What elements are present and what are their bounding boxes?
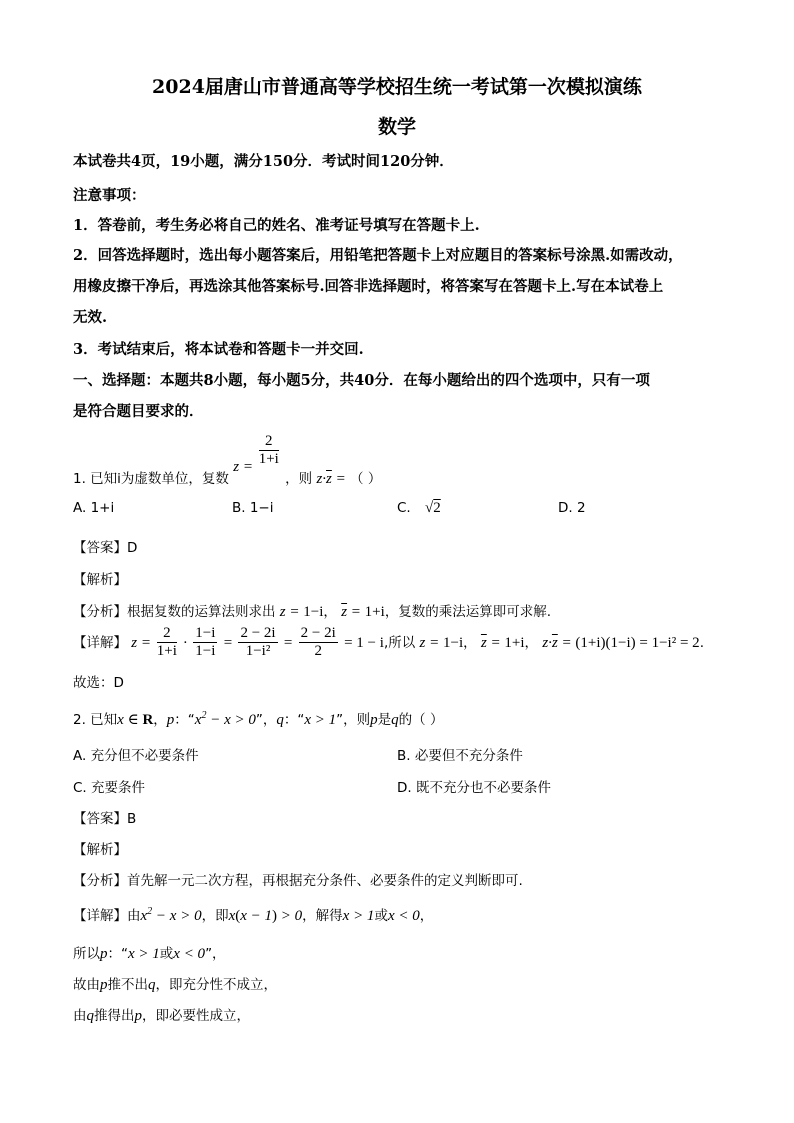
page-title: 2024届唐山市普通高等学校招生统一考试第一次模拟演练 — [152, 76, 642, 98]
question-1-option-a: A. 1+i — [73, 500, 115, 516]
question-1-answer: 【答案】D — [73, 540, 138, 556]
question-2-option-a: A. 充分但不必要条件 — [73, 748, 199, 764]
question-2-stem: 2. 已知x ∈ R，p：“$x^2 - x > 0$”，q：“x > 1”，则p是q的（ ） — [73, 710, 444, 728]
note-1: 1．答卷前，考生务必将自己的姓名、准考证号填写在答题卡上. — [73, 217, 480, 234]
question-2-analysis-label: 【解析】 — [73, 842, 127, 858]
question-2-step-2: 故由p推不出q，即充分性不成立， — [73, 977, 277, 993]
note-2-line-1: 2．回答选择题时，选出每小题答案后，用铅笔把答题卡上对应题目的答案标号涂黑.如需改动， — [73, 247, 683, 264]
question-1-option-d: D. 2 — [558, 500, 586, 516]
question-1-analysis-label: 【解析】 — [73, 572, 127, 588]
question-2-step-3: 由q推得出p，即必要性成立， — [73, 1008, 250, 1024]
question-1-fenxi: 【分析】根据复数的运算法则求出 z = 1−i， $\overline{z} = 1+i$，复数的乘法运算即可求解. — [73, 604, 552, 620]
question-2-xiangjie: 【详解】由$x^2 - x > 0$，即x(x − 1) > 0，解得x > 1或x < 0， — [73, 906, 434, 924]
question-1-option-c: C. √2 — [397, 500, 441, 516]
question-2-option-d: D. 既不充分也不必要条件 — [397, 780, 551, 796]
notes-title: 注意事项： — [73, 187, 146, 204]
question-2-step-1: 所以p：“x > 1或x < 0”， — [73, 946, 226, 962]
question-2-fenxi: 【分析】首先解一元二次方程，再根据充分条件、必要条件的定义判断即可. — [73, 873, 523, 889]
question-1-xiangjie: 【详解】 z = $\frac{2}{1+i}$ · $\frac{1-i}{1-i}$ = $\frac{2 - 2i}{\text{1−i²}}$ = $\frac{2 - 2i}{2}$ = 1 − i,所以 z = 1−i， $\overline{z} = 1+i$， $z\cdot\overline{z} = (1+i)(1-i) = 1-i^2 = 2$. — [73, 625, 704, 660]
exam-summary: 本试卷共4页，19小题，满分150分．考试时间120分钟． — [73, 153, 454, 170]
section-1-heading-line-1: 一、选择题：本题共8小题，每小题5分，共40分．在每小题给出的四个选项中，只有一项 — [73, 372, 650, 389]
page-subject: 数学 — [377, 116, 416, 138]
question-1-stem: 1. 已知i为虚数单位，复数 z = $\frac{2}{1+i}$ ，则 $z\cdot\overline{z}$ = （ ） — [73, 433, 382, 487]
note-3: 3．考试结束后，将本试卷和答题卡一并交回. — [73, 341, 364, 358]
section-1-heading-line-2: 是符合题目要求的． — [73, 403, 204, 420]
question-2-answer: 【答案】B — [73, 811, 137, 827]
question-2-option-b: B. 必要但不充分条件 — [397, 748, 523, 764]
note-2-line-3: 无效. — [73, 309, 108, 326]
question-1-option-b: B. 1−i — [232, 500, 274, 516]
note-2-line-2: 用橡皮擦干净后，再选涂其他答案标号.回答非选择题时，将答案写在答题卡上.写在本试卷上 — [73, 278, 664, 295]
question-1-conclusion: 故选：D — [73, 675, 124, 691]
question-2-option-c: C. 充要条件 — [73, 780, 146, 796]
